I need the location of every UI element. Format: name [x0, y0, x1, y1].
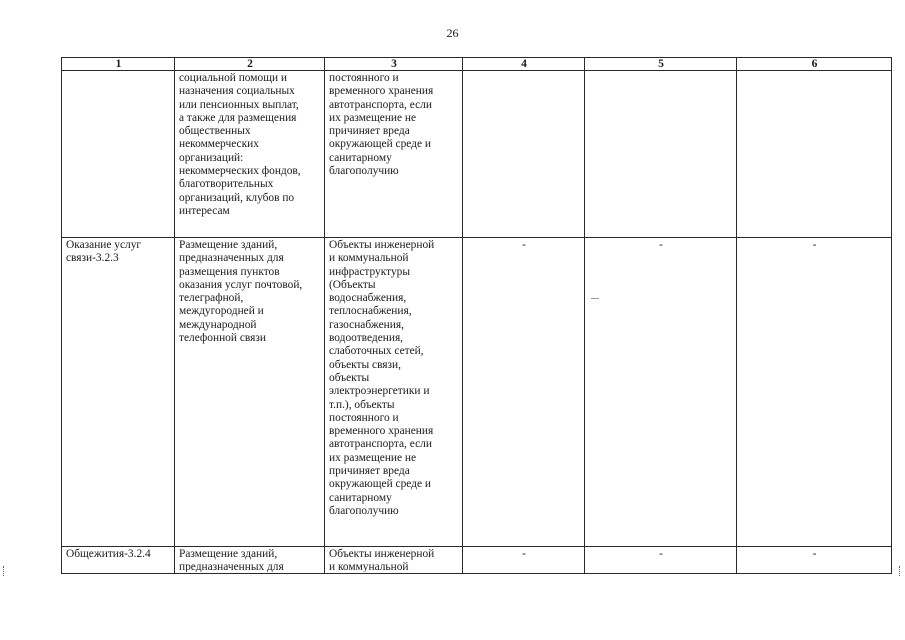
cell-text: Объекты инженерной и коммунальной	[329, 548, 435, 572]
cell-col-6	[737, 547, 892, 574]
cell-col-6	[737, 71, 892, 238]
header-col-4: 4	[463, 58, 585, 71]
header-col-6: 6	[737, 58, 892, 71]
cell-text: социальной помощи и назначения социальных или пенсионных выплат, а также для размещения общественных некоммерческих организаций: некоммерческих фондов, благотворительных организаций, клубов по интересам	[179, 72, 301, 217]
cell-text: -	[522, 548, 526, 560]
cell-description	[175, 547, 325, 574]
cell-text: постоянного и временного хранения автотранспорта, если их размещение не причиняет вреда окружающей среде и санитарному благополучию	[329, 72, 434, 178]
header-row	[62, 58, 892, 71]
cell-text: Размещение зданий, предназначенных для	[179, 548, 284, 572]
cell-text: -	[812, 239, 817, 251]
header-col-5: 5	[585, 58, 737, 71]
table-row	[62, 547, 892, 574]
cell-description	[175, 71, 325, 238]
cell-text: Общежития-3.2.4	[66, 548, 151, 560]
cell-description	[175, 238, 325, 547]
cell-auxiliary-objects	[325, 547, 463, 574]
cell-col-5	[585, 71, 737, 238]
cell-auxiliary-objects	[325, 238, 463, 547]
cell-text: Оказание услуг связи-3.2.3	[66, 239, 142, 265]
cell-col-4	[463, 547, 585, 574]
cell-text: -	[659, 548, 663, 560]
cell-text: -	[812, 548, 817, 560]
scan-artifact-dash	[591, 298, 599, 299]
right-binding-mark	[899, 566, 902, 576]
cell-col-4	[463, 71, 585, 238]
table-row	[62, 238, 892, 547]
cell-use-type	[62, 238, 175, 547]
land-use-table	[61, 57, 892, 574]
left-binding-mark	[3, 566, 6, 576]
cell-text: -	[659, 239, 663, 251]
cell-col-5	[585, 547, 737, 574]
header-col-3: 3	[325, 58, 463, 71]
page-number: 26	[446, 26, 459, 40]
cell-text: -	[522, 239, 526, 251]
cell-col-5	[585, 238, 737, 547]
cell-use-type	[62, 71, 175, 238]
cell-use-type	[62, 547, 175, 574]
cell-auxiliary-objects	[325, 71, 463, 238]
header-col-1: 1	[62, 58, 175, 71]
table-row	[62, 71, 892, 238]
cell-col-4	[463, 238, 585, 547]
cell-col-6	[737, 238, 892, 547]
cell-text: Размещение зданий, предназначенных для размещения пунктов оказания услуг почтовой, телеграфной, междугородней и международной телефонной связи	[179, 239, 303, 345]
cell-text: Объекты инженерной и коммунальной инфраструктуры (Объекты водоснабжения, теплоснабжения, газоснабжения, водоотведения, слаботочных сетей, объекты связи, объекты электроэнергетики и т.п.), объекты постоянного и временного хранения автотранспорта, если их размещение не причиняет вреда окружающей среде и санитарному благополучию	[329, 239, 435, 517]
header-col-2: 2	[175, 58, 325, 71]
